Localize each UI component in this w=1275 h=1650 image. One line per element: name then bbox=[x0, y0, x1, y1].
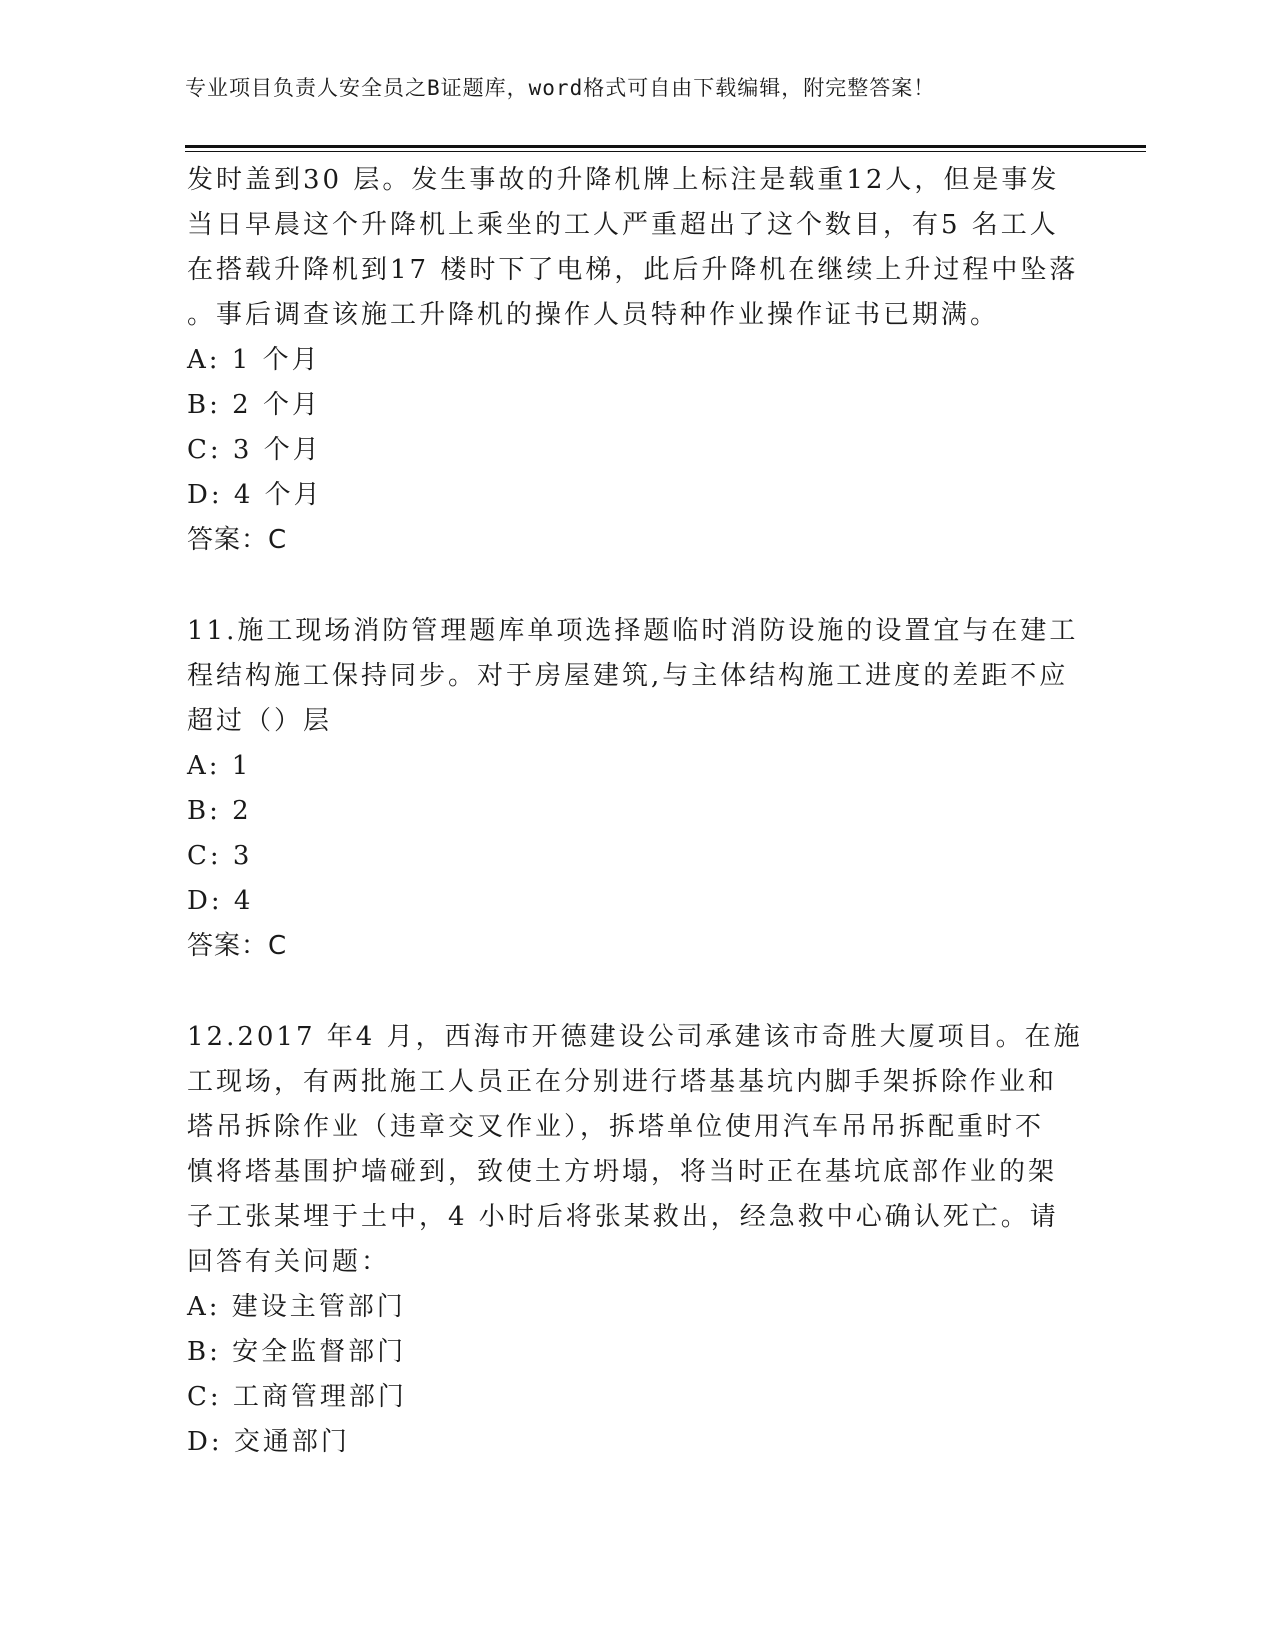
option-a: A: 1 bbox=[187, 751, 252, 781]
question-text-line: 子工张某埋于土中，4 小时后将张某救出，经急救中心确认死亡。请 bbox=[187, 1202, 1059, 1232]
option-b: B: 安全监督部门 bbox=[187, 1337, 407, 1367]
question-text-line: 回答有关问题： bbox=[187, 1247, 391, 1277]
question-text-line: 在搭载升降机到17 楼时下了电梯，此后升降机在继续上升过程中坠落 bbox=[187, 255, 1079, 285]
question-text-line: 慎将塔基围护墙碰到，致使土方坍塌，将当时正在基坑底部作业的架 bbox=[187, 1157, 1058, 1187]
question-text-line: 发时盖到30 层。发生事故的升降机牌上标注是载重12人，但是事发 bbox=[187, 165, 1060, 195]
question-text-line: 11.施工现场消防管理题库单项选择题临时消防设施的设置宜与在建工 bbox=[187, 616, 1079, 646]
option-b: B: 2 个月 bbox=[187, 390, 321, 420]
option-d: D: 4 bbox=[187, 886, 254, 916]
question-text-line: 塔吊拆除作业（违章交叉作业），拆塔单位使用汽车吊吊拆配重时不 bbox=[187, 1112, 1045, 1142]
question-11 bbox=[187, 609, 1087, 969]
option-c: C: 3 bbox=[187, 841, 253, 871]
answer: 答案：C bbox=[187, 525, 288, 555]
option-c: C: 3 个月 bbox=[187, 435, 322, 465]
document-body bbox=[187, 158, 1087, 1465]
question-10 bbox=[187, 158, 1087, 563]
option-a: A: 1 个月 bbox=[187, 345, 321, 375]
question-text-line: 12.2017 年4 月，西海市开德建设公司承建该市奇胜大厦项目。在施 bbox=[187, 1022, 1083, 1052]
spacer bbox=[187, 969, 1087, 1015]
option-c: C: 工商管理部门 bbox=[187, 1382, 407, 1412]
header-rule-thick bbox=[185, 145, 1146, 148]
question-text-line: 工现场，有两批施工人员正在分别进行塔基基坑内脚手架拆除作业和 bbox=[187, 1067, 1058, 1097]
option-b: B: 2 bbox=[187, 796, 252, 826]
answer: 答案：C bbox=[187, 931, 288, 961]
option-d: D: 4 个月 bbox=[187, 480, 323, 510]
question-12 bbox=[187, 1015, 1087, 1465]
page-header: 专业项目负责人安全员之B证题库，word格式可自由下载编辑，附完整答案！ bbox=[185, 76, 936, 100]
header-rule-thin bbox=[185, 151, 1146, 152]
question-text-line: 超过（）层 bbox=[187, 706, 333, 736]
option-d: D: 交通部门 bbox=[187, 1427, 350, 1457]
question-text-line: 。事后调查该施工升降机的操作人员特种作业操作证书已期满。 bbox=[187, 300, 1000, 330]
question-text-line: 程结构施工保持同步。对于房屋建筑,与主体结构施工进度的差距不应 bbox=[187, 661, 1069, 691]
question-text-line: 当日早晨这个升降机上乘坐的工人严重超出了这个数目，有5 名工人 bbox=[187, 210, 1059, 240]
spacer bbox=[187, 563, 1087, 609]
option-a: A: 建设主管部门 bbox=[187, 1292, 406, 1322]
